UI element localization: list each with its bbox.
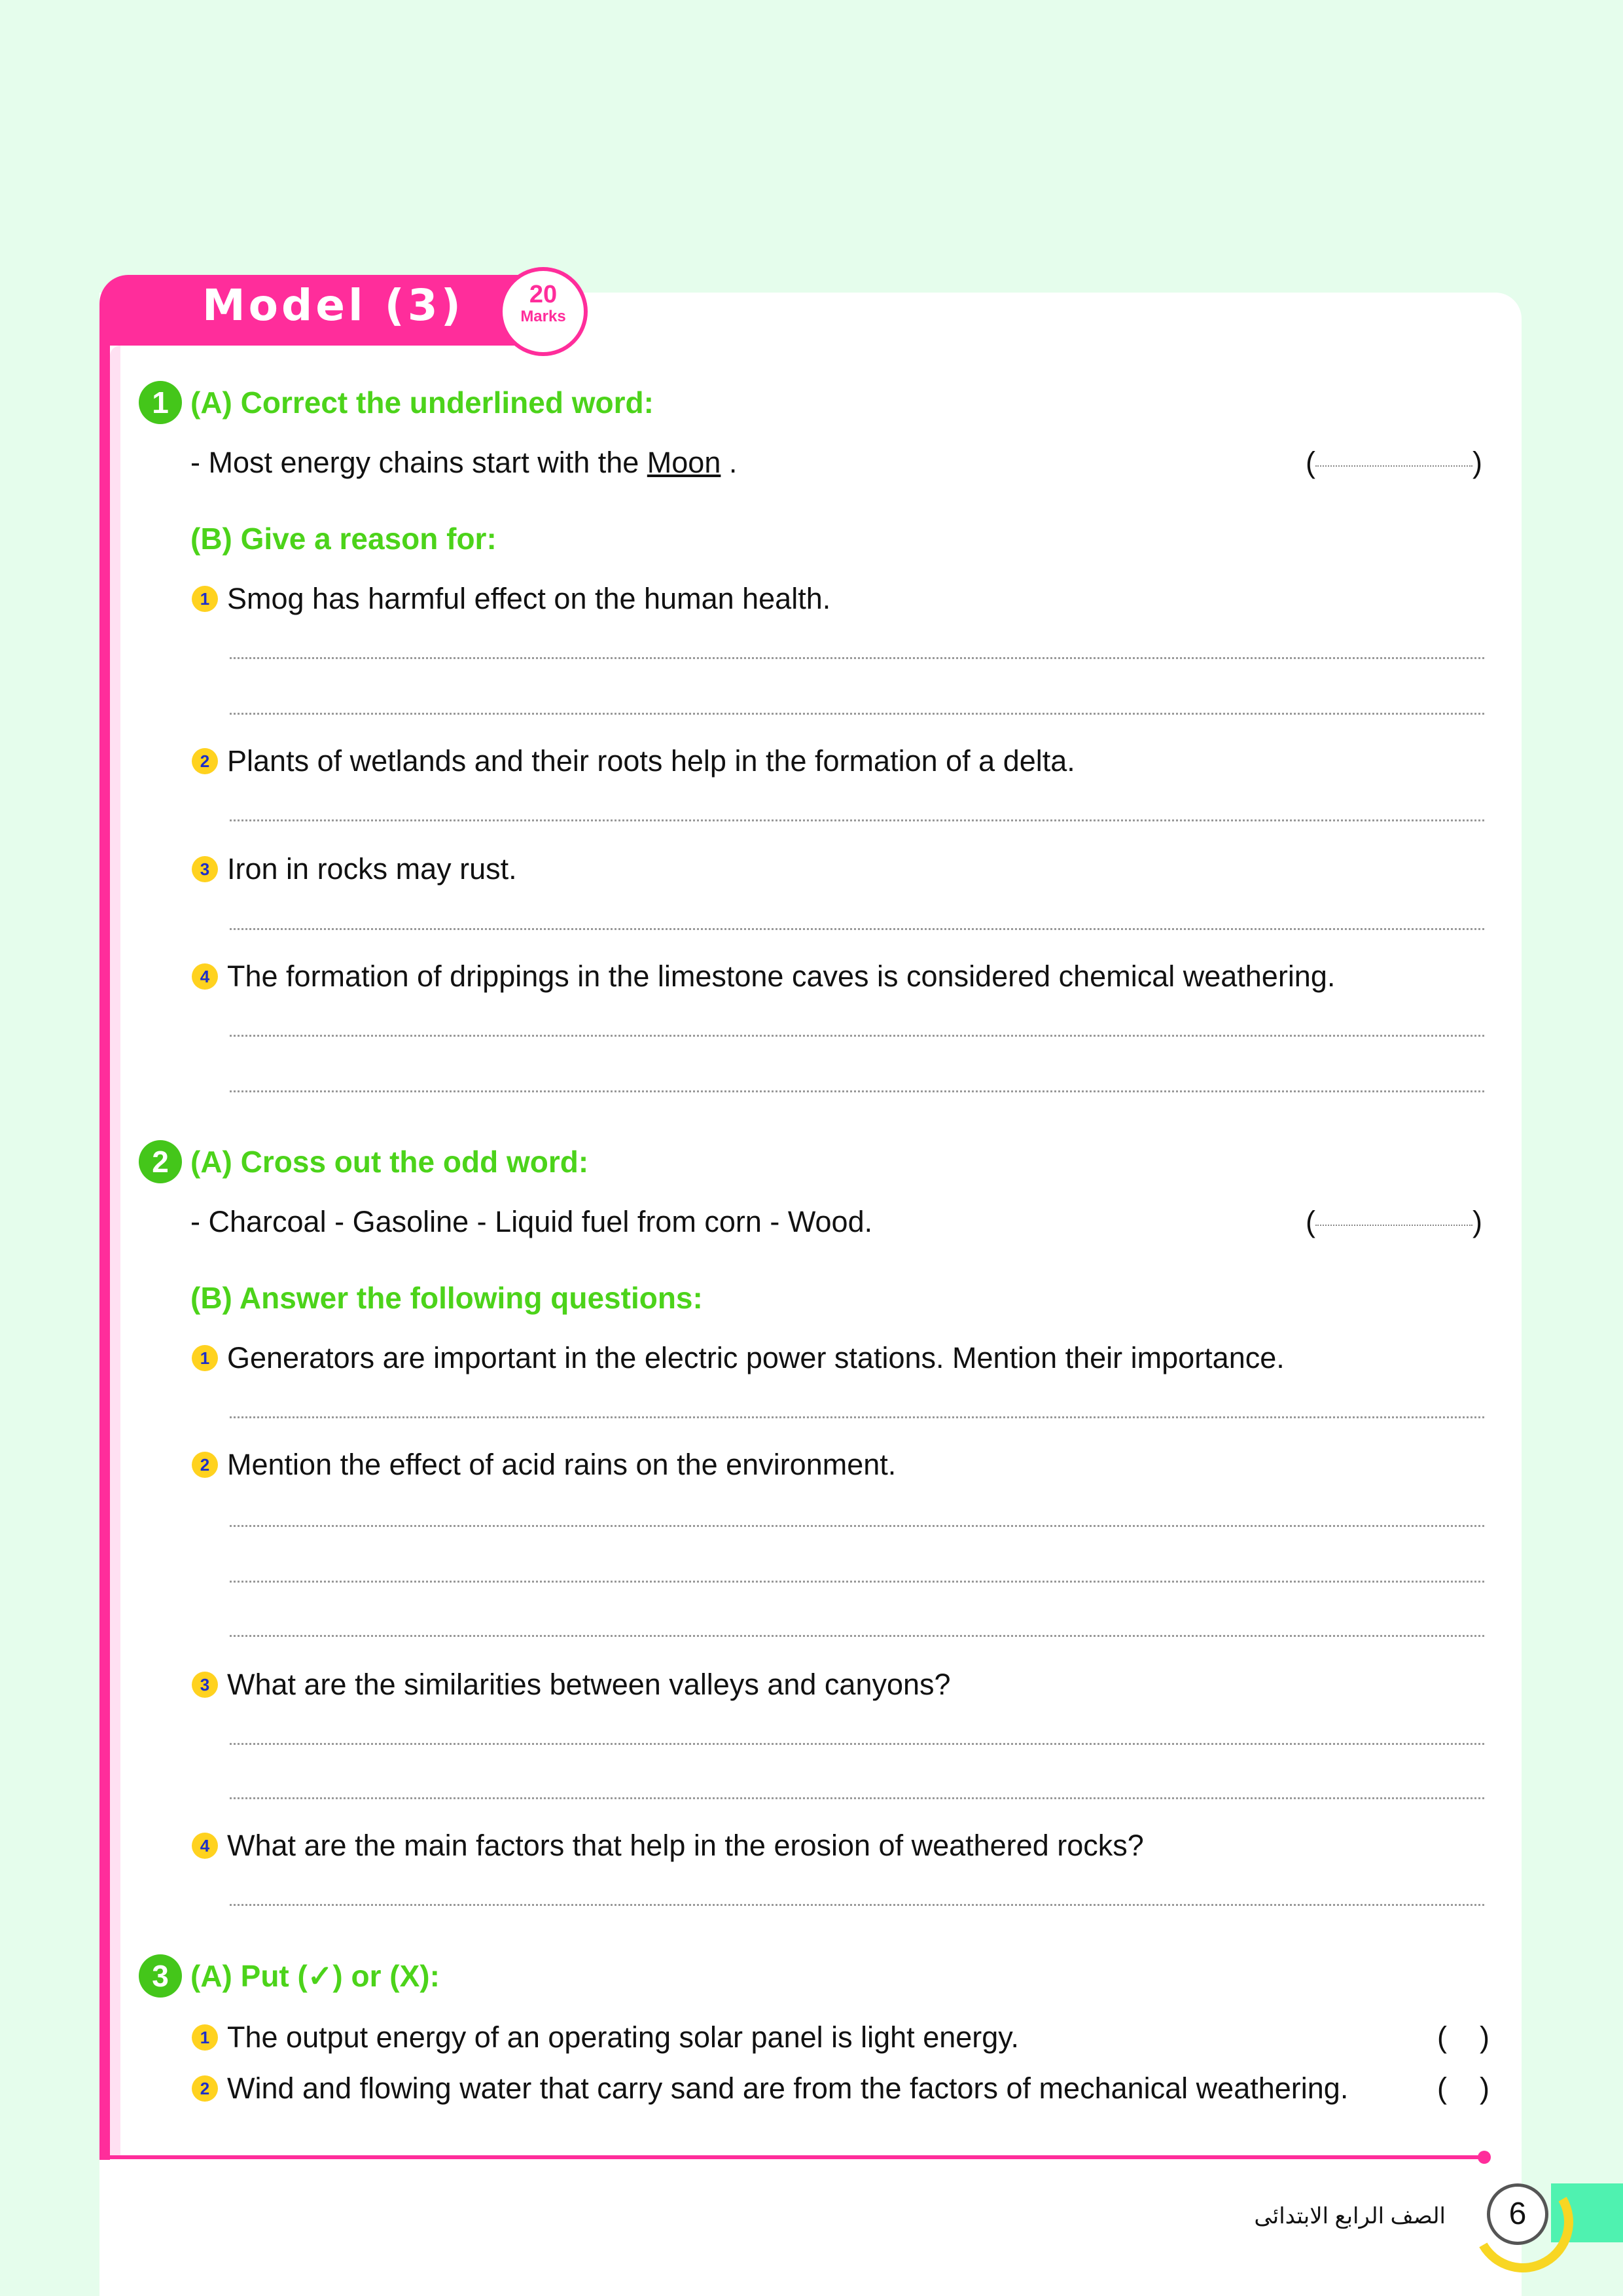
question-3-badge: 3 (139, 1954, 182, 1998)
answer-line[interactable] (230, 1525, 1484, 1527)
item-number-badge: 2 (192, 2075, 218, 2102)
q1-a-prefix: - Most energy chains start with the (190, 446, 647, 479)
true-false-box[interactable]: ( ) (1437, 2020, 1489, 2054)
q1-b-item-4: The formation of drippings in the limestone caves is considered chemical weathering. (227, 960, 1336, 993)
bracket-close: ) (1472, 446, 1482, 479)
bracket-close: ) (1472, 1205, 1482, 1238)
bracket-open: ( (1306, 1205, 1315, 1238)
q2-answer-blank[interactable] (1306, 1204, 1482, 1240)
item-number-badge: 4 (192, 963, 218, 990)
q2-b-item-4: What are the main factors that help in the erosion of weathered rocks? (227, 1829, 1144, 1862)
marks-value: 20 (529, 281, 558, 308)
answer-line[interactable] (230, 1581, 1484, 1583)
answer-line[interactable] (230, 819, 1484, 821)
item-number-badge: 1 (192, 2024, 218, 2051)
bottom-divider (99, 2155, 1484, 2159)
q2-b-item-1: Generators are important in the electric power stations. Mention their importance. (227, 1341, 1285, 1374)
q1-a-text (190, 444, 737, 481)
answer-line[interactable] (230, 1035, 1484, 1037)
q1-a-heading: (A) Correct the underlined word: (190, 386, 654, 420)
item-number-badge: 3 (192, 856, 218, 882)
answer-line[interactable] (230, 1904, 1484, 1906)
true-false-box[interactable]: ( ) (1437, 2072, 1489, 2105)
q3-item-1: The output energy of an operating solar panel is light energy. (227, 2020, 1019, 2054)
q2-b-item-2: Mention the effect of acid rains on the environment. (227, 1448, 897, 1481)
item-number-badge: 1 (192, 1345, 218, 1371)
page-number: 6 (1487, 2183, 1548, 2245)
marks-badge (499, 267, 588, 356)
item-number-badge: 2 (192, 748, 218, 774)
question-1-badge: 1 (139, 381, 182, 424)
answer-line[interactable] (230, 1743, 1484, 1745)
q1-a-suffix: . (721, 446, 738, 479)
question-2-badge: 2 (139, 1140, 182, 1183)
marks-label: Marks (520, 308, 566, 325)
q1-b-item-2: Plants of wetlands and their roots help in the formation of a delta. (227, 744, 1075, 778)
answer-line[interactable] (230, 713, 1484, 715)
bracket-open: ( (1306, 446, 1315, 479)
left-strip (110, 346, 120, 2157)
grade-label: الصف الرابع الابتدائى (1254, 2204, 1446, 2229)
q2-b-heading: (B) Answer the following questions: (190, 1281, 703, 1315)
answer-line[interactable] (230, 928, 1484, 930)
underlined-word: Moon (647, 446, 721, 479)
answer-line[interactable] (230, 1090, 1484, 1092)
item-number-badge: 3 (192, 1672, 218, 1698)
item-number-badge: 4 (192, 1833, 218, 1859)
q3-item-2: Wind and flowing water that carry sand are from the factors of mechanical weathering. (227, 2072, 1349, 2105)
divider-dot (1478, 2151, 1491, 2164)
answer-line[interactable] (230, 1797, 1484, 1799)
page-title: Model (3) (202, 280, 464, 331)
q1-b-heading: (B) Give a reason for: (190, 522, 497, 556)
q1-b-item-1: Smog has harmful effect on the human health. (227, 582, 831, 615)
q2-a-heading: (A) Cross out the odd word: (190, 1145, 589, 1179)
q2-b-item-3: What are the similarities between valleys and canyons? (227, 1668, 951, 1701)
q2-a-text: - Charcoal - Gasoline - Liquid fuel from corn - Wood. (190, 1205, 873, 1238)
q1-answer-blank[interactable] (1306, 444, 1482, 481)
item-number-badge: 1 (192, 586, 218, 612)
answer-line[interactable] (230, 657, 1484, 659)
left-border (99, 340, 110, 2160)
answer-line[interactable] (230, 1416, 1484, 1418)
q1-b-item-3: Iron in rocks may rust. (227, 852, 517, 886)
q3-a-heading: (A) Put (✓) or (X): (190, 1959, 440, 1993)
item-number-badge: 2 (192, 1452, 218, 1478)
answer-line[interactable] (230, 1635, 1484, 1637)
